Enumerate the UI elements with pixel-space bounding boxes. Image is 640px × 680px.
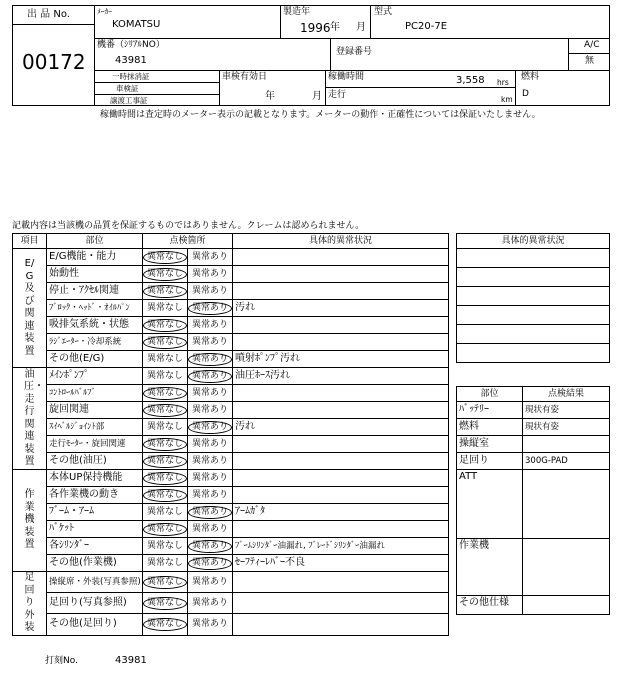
part-cell: その他(作業機) [47,555,143,572]
option-no-issue[interactable] [143,368,188,385]
right-detail-header: 具体的異常状況 [457,234,610,249]
year-unit: 年 [330,22,340,33]
table-row [13,266,449,283]
part-cell: ﾊﾞｹｯﾄ [47,521,143,538]
table-row [13,300,449,317]
detail-cell [233,521,449,538]
part-cell: ﾌﾞｰﾑ・ｱｰﾑ [47,504,143,521]
option-label: 異常なし [143,523,187,536]
option-no-issue[interactable] [143,300,188,317]
footer-stamp-value: 43981 [115,655,147,666]
result-row [457,453,610,470]
detail-cell [233,385,449,402]
detail-cell [233,436,449,453]
option-no-issue[interactable] [143,419,188,436]
option-label: 異常なし [146,302,183,313]
option-issue[interactable] [188,351,233,368]
option-label: 異常あり [192,404,229,415]
option-label: 異常あり [192,387,229,398]
result-row [457,419,610,436]
option-label: 異常あり [192,438,229,449]
option-label: 異常あり [188,421,232,434]
inspect-year-unit: 年 [265,91,275,102]
option-label: 異常なし [143,597,187,610]
option-no-issue[interactable] [143,453,188,470]
option-label: 異常あり [188,506,232,519]
part-cell: ｺﾝﾄﾛｰﾙﾊﾞﾙﾌﾞ [47,385,143,402]
results-table [456,386,610,615]
detail-cell: 油圧ﾎｰｽ汚れ [233,368,449,385]
mileage-label: 走行 [328,90,347,100]
option-no-issue[interactable] [143,572,188,593]
option-label: 異常あり [192,618,229,629]
option-label: 異常あり [192,455,229,466]
option-issue[interactable] [188,487,233,504]
result-value: 300G-PAD [523,453,610,470]
option-no-issue[interactable] [143,266,188,283]
part-cell: 操縦席・外装(写真参照) [47,572,143,593]
result-value: 現状有姿 [523,402,610,419]
category-label: 油圧・走行関連装置 [24,368,44,467]
part-cell: 停止・ｱｸｾﾙ関連 [47,283,143,300]
detail-cell [233,470,449,487]
detail-cell [233,249,449,266]
model-label: 型式 [374,7,393,17]
detail-cell: ｱｰﾑｶﾞﾀ [233,504,449,521]
option-issue[interactable] [188,385,233,402]
part-cell: ｽｲﾍﾞﾙｼﾞｮｲﾝﾄ部 [47,419,143,436]
option-issue[interactable] [188,572,233,593]
col-check-header: 点検箇所 [143,234,233,249]
detail-cell [233,334,449,351]
option-issue[interactable] [188,436,233,453]
option-label: 異常あり [192,319,229,330]
option-no-issue[interactable] [143,521,188,538]
option-label: 異常なし [146,506,183,517]
option-issue[interactable] [188,555,233,572]
month-unit: 月 [356,22,366,33]
option-label: 異常なし [146,540,183,551]
table-row [13,614,449,635]
option-label: 異常なし [146,353,183,364]
year-label: 製造年 [283,7,311,17]
option-issue[interactable] [188,453,233,470]
part-cell: ﾒｲﾝﾎﾟﾝﾌﾟ [47,368,143,385]
result-part: ﾊﾞｯﾃﾘｰ [457,402,523,419]
part-cell: 足回り(写真参照) [47,593,143,614]
option-label: 異常あり [192,268,229,279]
option-issue[interactable] [188,593,233,614]
option-issue[interactable] [188,368,233,385]
result-part: 燃料 [457,419,523,436]
hours-unit: hrs [497,78,509,87]
option-no-issue[interactable] [143,351,188,368]
option-label: 異常なし [143,319,187,332]
col-detail-header: 具体的異常状況 [233,234,449,249]
table-row [13,470,449,487]
part-cell: E/G機能・能力 [47,249,143,266]
lot-label: 出 品 No. [27,9,70,20]
detail-cell [233,453,449,470]
detail-cell [233,614,449,635]
option-no-issue[interactable] [143,470,188,487]
option-no-issue[interactable] [143,334,188,351]
option-no-issue[interactable] [143,283,188,300]
maker-value: KOMATSU [112,19,161,30]
option-no-issue[interactable] [143,249,188,266]
option-issue[interactable] [188,300,233,317]
part-cell: 旋回関連 [47,402,143,419]
table-row [13,453,449,470]
col-item-header: 項目 [13,234,47,249]
right-detail-table [456,233,610,363]
option-label: 異常なし [143,336,187,349]
option-issue[interactable] [188,521,233,538]
option-label: 異常あり [192,472,229,483]
part-cell: 始動性 [47,266,143,283]
col-part-header: 部位 [47,234,143,249]
part-cell: その他(足回り) [47,614,143,635]
table-row [13,555,449,572]
table-row [13,521,449,538]
part-cell: その他(E/G) [47,351,143,368]
option-issue[interactable] [188,283,233,300]
option-label: 異常なし [143,472,187,485]
result-row [457,402,610,419]
detail-cell [233,317,449,334]
option-label: 異常あり [188,370,232,383]
footer-stamp-label: 打刻No. [45,656,78,666]
result-row [457,436,610,453]
other-spec-label: その他仕様 [457,596,523,615]
detail-cell: 汚れ [233,300,449,317]
inspect-month-unit: 月 [312,91,322,102]
result-value [523,436,610,453]
category-label: E/G及び関連装置 [24,258,35,357]
reg-label: 登録番号 [336,47,373,57]
option-issue[interactable] [188,317,233,334]
table-row [13,487,449,504]
table-row [13,283,449,300]
option-label: 異常あり [192,489,229,500]
year-value: 1996 [300,21,331,35]
fuel-value: D [522,89,529,99]
option-no-issue[interactable] [143,402,188,419]
table-row [13,572,449,593]
part-cell: その他(油圧) [47,453,143,470]
temp-cert-label: 一時抹消証 [112,72,150,81]
detail-cell [233,283,449,300]
option-no-issue[interactable] [143,487,188,504]
option-no-issue[interactable] [143,436,188,453]
option-label: 異常なし [143,251,187,264]
option-label: 異常なし [143,618,187,631]
category-label: 作業機装置 [24,489,35,551]
table-row [13,385,449,402]
model-value: PC20-7E [405,21,448,32]
option-label: 異常あり [188,557,232,570]
detail-cell [233,593,449,614]
detail-cell [233,402,449,419]
inspect-valid-label: 車検有効日 [222,72,268,82]
category-label: 足回り外装 [24,572,35,633]
detail-cell: 噴射ﾎﾟﾝﾌﾟ汚れ [233,351,449,368]
table-row [13,334,449,351]
option-no-issue[interactable] [143,555,188,572]
table-row [13,593,449,614]
serial-label: 機番（ｼﾘｱﾙNO） [97,40,165,50]
option-label: 異常あり [192,576,229,587]
option-issue[interactable] [188,334,233,351]
option-issue[interactable] [188,402,233,419]
detail-cell [233,572,449,593]
km-unit: km [501,95,513,104]
fuel-label: 燃料 [521,72,540,82]
result-part: 足回り [457,453,523,470]
table-row [13,419,449,436]
hours-note: 稼働時間は査定時のメーター表示の記載となります。メーターの動作・正確性については保証いたしません。 [100,110,541,120]
part-cell: 吸排気系統・状態 [47,317,143,334]
option-issue[interactable] [188,249,233,266]
option-label: 異常あり [192,336,229,347]
option-label: 異常あり [192,523,229,534]
option-label: 異常なし [143,576,187,589]
inspect-cert-label: 車検証 [116,84,139,93]
part-cell: ﾌﾞﾛｯｸ・ﾍｯﾄﾞ・ｵｲﾙﾊﾟﾝ [47,300,143,317]
table-row [13,351,449,368]
table-row [13,402,449,419]
table-row [13,368,449,385]
option-label: 異常なし [143,404,187,417]
option-label: 異常あり [192,251,229,262]
detail-cell: 汚れ [233,419,449,436]
table-row [13,317,449,334]
part-cell: 各ｼﾘﾝﾀﾞｰ [47,538,143,555]
ac-value: 無 [585,56,595,66]
option-label: 異常なし [143,387,187,400]
option-no-issue[interactable] [143,317,188,334]
option-label: 異常なし [143,455,187,468]
option-issue[interactable] [188,504,233,521]
option-label: 異常なし [143,285,187,298]
option-no-issue[interactable] [143,385,188,402]
part-cell: 各作業機の動き [47,487,143,504]
result-part: 操縦室 [457,436,523,453]
part-cell: 本体UP保持機能 [47,470,143,487]
work-label: 作業機 [457,539,523,596]
option-label: 異常なし [146,370,183,381]
option-no-issue[interactable] [143,614,188,635]
part-cell: 走行ﾓｰﾀｰ・旋回関連 [47,436,143,453]
detail-cell: ｾｰﾌﾃｨｰﾚﾊﾞｰ不良 [233,555,449,572]
result-value: 現状有姿 [523,419,610,436]
option-label: 異常なし [143,268,187,281]
option-issue[interactable] [188,614,233,635]
detail-cell [233,487,449,504]
inspection-table [12,233,449,636]
option-label: 異常あり [192,285,229,296]
option-label: 異常あり [188,302,232,315]
option-issue[interactable] [188,419,233,436]
part-cell: ﾗｼﾞｴｰﾀｰ・冷却系統 [47,334,143,351]
transfer-cert-label: 譲渡工事証 [110,96,148,105]
option-no-issue[interactable] [143,504,188,521]
results-part-header: 部位 [457,387,523,402]
lot-number: 00172 [22,50,86,74]
att-label: ATT [457,470,523,539]
option-label: 異常なし [146,557,183,568]
option-label: 異常あり [188,353,232,366]
detail-cell [233,266,449,283]
option-label: 異常なし [143,438,187,451]
option-issue[interactable] [188,538,233,555]
table-row [13,249,449,266]
hours-label: 稼働時間 [328,72,365,82]
option-issue[interactable] [188,266,233,283]
table-row [13,504,449,521]
ac-label: A/C [584,40,600,50]
detail-cell: ﾌﾞｰﾑｼﾘﾝﾀﾞｰ油漏れ, ﾌﾞﾚｰﾄﾞｼﾘﾝﾀﾞｰ油漏れ [233,538,449,555]
maker-label: ﾒｰｶｰ [97,7,112,16]
option-label: 異常なし [146,421,183,432]
option-issue[interactable] [188,470,233,487]
disclaimer: 記載内容は当該機の品質を保証するものではありません。クレームは認められません。 [12,221,365,231]
hours-value: 3,558 [456,75,485,86]
option-label: 異常あり [188,540,232,553]
option-no-issue[interactable] [143,593,188,614]
results-result-header: 点検結果 [523,387,610,402]
option-label: 異常なし [143,489,187,502]
option-label: 異常あり [192,597,229,608]
table-row [13,436,449,453]
serial-value: 43981 [115,55,147,66]
table-row [13,538,449,555]
option-no-issue[interactable] [143,538,188,555]
